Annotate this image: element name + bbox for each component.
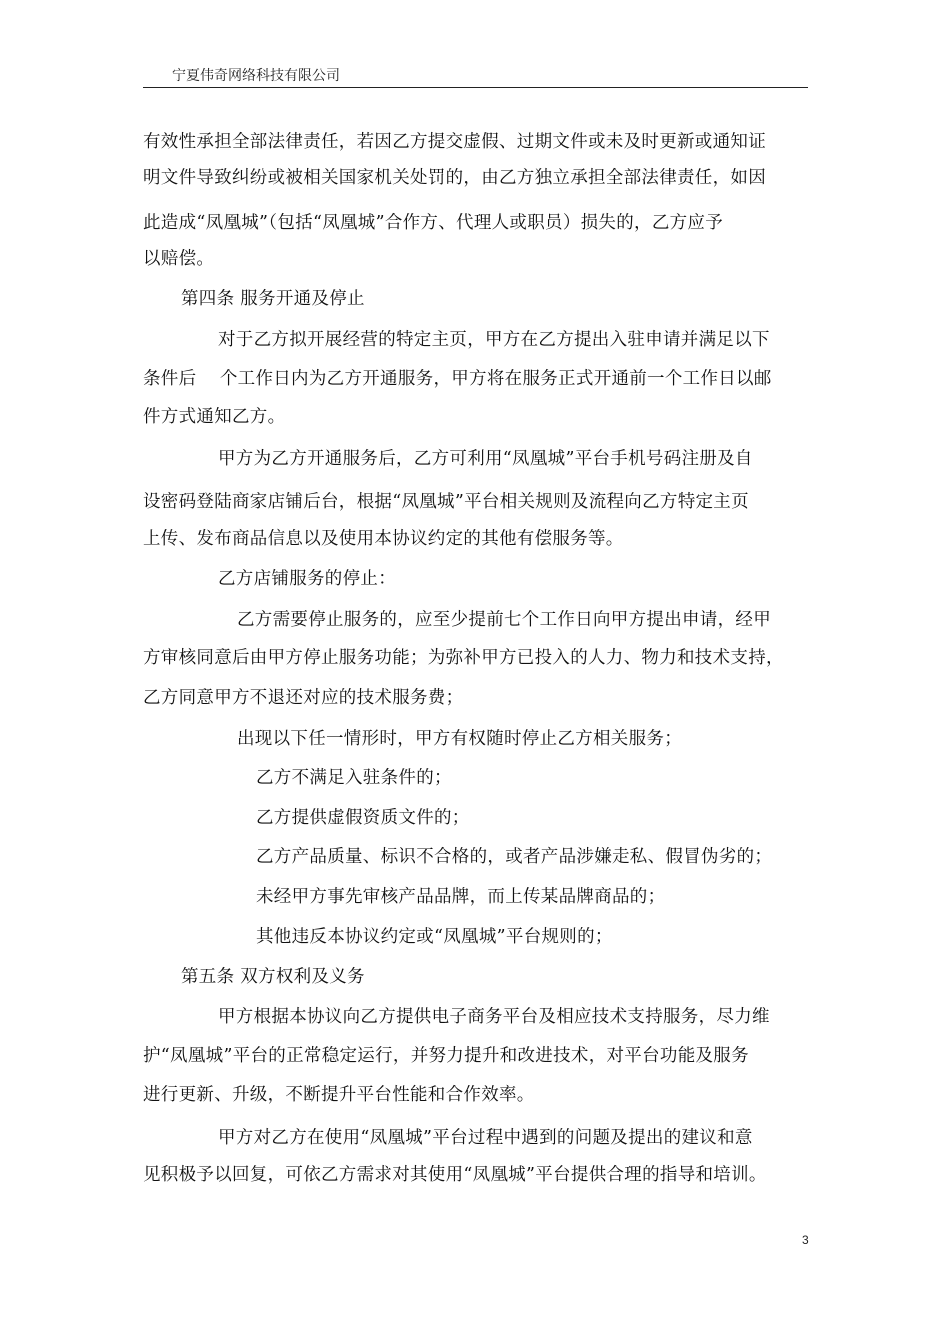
header-company-name: 宁夏伟奇网络科技有限公司 xyxy=(172,68,340,84)
list-item: 其他违反本协议约定或“凤凰城”平台规则的； xyxy=(256,927,613,947)
section-heading: 第四条 服务开通及停止 xyxy=(181,289,365,309)
body-line: 对于乙方拟开展经营的特定主页，甲方在乙方提出入驻申请并满足以下 xyxy=(218,330,770,350)
body-line: 见积极予以回复，可依乙方需求对其使用“凤凰城”平台提供合理的指导和培训。 xyxy=(143,1165,767,1185)
page-number: 3 xyxy=(802,1233,809,1247)
list-item: 乙方不满足入驻条件的； xyxy=(256,768,452,788)
body-line: 上传、发布商品信息以及使用本协议约定的其他有偿服务等。 xyxy=(143,529,624,549)
section-heading: 第五条 双方权利及义务 xyxy=(181,967,365,987)
list-item: 乙方产品质量、标识不合格的，或者产品涉嫌走私、假冒伪劣的； xyxy=(256,847,773,867)
list-item: 未经甲方事先审核产品品牌，而上传某品牌商品的； xyxy=(256,887,666,907)
body-line: 方审核同意后由甲方停止服务功能；为弥补甲方已投入的人力、物力和技术支持， xyxy=(143,648,784,668)
list-item: 乙方提供虚假资质文件的； xyxy=(256,808,470,828)
body-line: 条件后 个工作日内为乙方开通服务，甲方将在服务正式开通前一个工作日以邮 xyxy=(143,369,772,389)
body-line: 乙方店铺服务的停止： xyxy=(218,569,396,589)
body-line: 明文件导致纠纷或被相关国家机关处罚的，由乙方独立承担全部法律责任，如因 xyxy=(143,168,766,188)
body-line: 甲方对乙方在使用“凤凰城”平台过程中遇到的问题及提出的建议和意 xyxy=(218,1128,753,1148)
body-line: 出现以下任一情形时，甲方有权随时停止乙方相关服务； xyxy=(237,729,682,749)
body-line: 乙方需要停止服务的，应至少提前七个工作日向甲方提出申请，经甲 xyxy=(237,610,771,630)
body-line: 甲方根据本协议向乙方提供电子商务平台及相应技术支持服务，尽力维 xyxy=(218,1007,770,1027)
body-line: 设密码登陆商家店铺后台，根据“凤凰城”平台相关规则及流程向乙方特定主页 xyxy=(143,492,749,512)
body-line: 甲方为乙方开通服务后，乙方可利用“凤凰城”平台手机号码注册及自 xyxy=(218,449,753,469)
header-divider xyxy=(143,87,808,88)
body-line: 有效性承担全部法律责任，若因乙方提交虚假、过期文件或未及时更新或通知证 xyxy=(143,132,766,152)
body-line: 护“凤凰城”平台的正常稳定运行，并努力提升和改进技术，对平台功能及服务 xyxy=(143,1046,749,1066)
body-line: 进行更新、升级，不断提升平台性能和合作效率。 xyxy=(143,1085,535,1105)
body-line: 件方式通知乙方。 xyxy=(143,407,286,427)
body-line: 以赔偿。 xyxy=(143,249,215,269)
body-line: 乙方同意甲方不退还对应的技术服务费； xyxy=(143,688,464,708)
body-line: 此造成“凤凰城”（包括“凤凰城”合作方、代理人或职员）损失的，乙方应予 xyxy=(143,213,724,233)
